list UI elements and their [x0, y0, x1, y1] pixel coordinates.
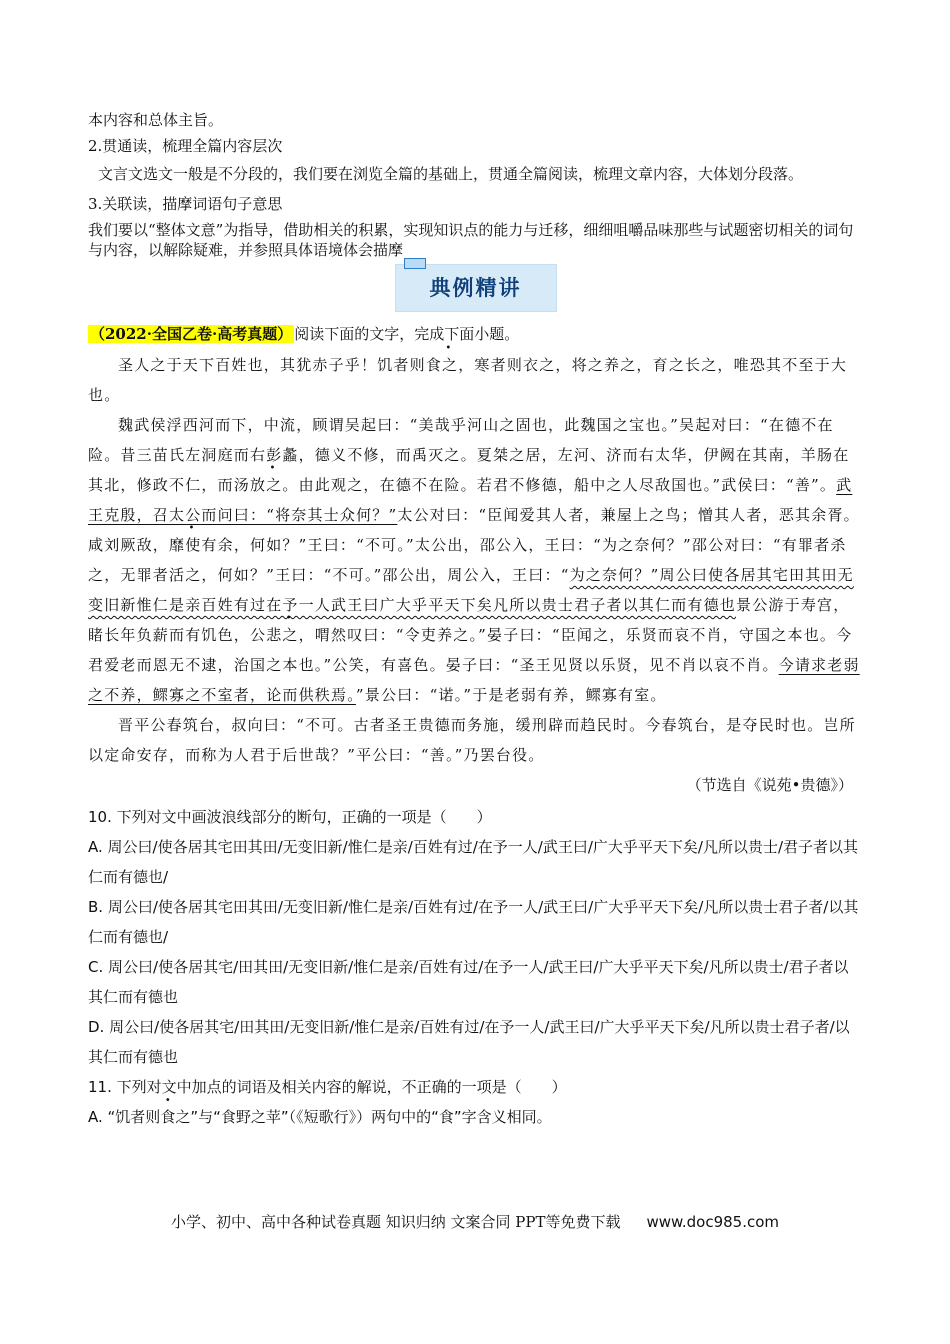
dotted-word-shi-q11: 食 — [160, 1108, 176, 1126]
underlined-sentence-1: 武王克殷，召太公而问曰：“将奈其士众何？” — [88, 476, 853, 524]
questions — [88, 802, 863, 1132]
section-banner — [88, 264, 863, 312]
wavy-underlined-passage: 为之奈何？”周公曰使各居其宅田其田无变旧新惟仁是亲百姓有过在予一人武王曰广大乎平天下矣凡所以贵士君子者以其仁而有德也 — [88, 566, 854, 614]
intro-line1: 本内容和总体主旨。 — [88, 111, 224, 129]
p2-text-f: 之，喟然叹曰：“令吏养之。”晏子曰：“臣闻之，乐贤而哀不肖，守国之本也。今君爱老而恩无不逮，治国之本也。”公笑，有喜色。晏子曰：“圣王见贤以乐贤，见不肖以哀不肖。 — [88, 626, 853, 674]
step2-title: 2.贯通读，梳理全篇内容层次 — [88, 137, 283, 155]
underlined-sentence-2: 今请求老弱之不养，鳏寡之不室者，论而供秩焉。 — [88, 656, 860, 704]
p1-text-b: 之，寒者则衣之，将之养之，育之长之，唯恐其不至于大也。 — [88, 356, 848, 404]
question-10: 10. 下列对文中画波浪线部分的断句，正确的一项是（ ） — [88, 808, 492, 826]
q11-a-text-2: 之”与“食野之苹”（《短歌行》）两句中的“食”字含义相同。 — [175, 1108, 552, 1126]
footer-url[interactable]: www.doc985.com — [646, 1213, 780, 1231]
dotted-word-bei: 悲 — [266, 626, 283, 644]
p1-text-a: 圣人之于天下百姓也，其犹赤子乎！饥者则 — [118, 356, 426, 374]
step3-title: 3.关联读，描摩词语句子意思 — [88, 195, 283, 213]
step2-body: 文言文选文一般是不分段的，我们要在浏览全篇的基础上，贯通全篇阅读，梳理文章内容，大体划分段落。 — [98, 165, 804, 183]
q11-option-a[interactable] — [88, 1102, 863, 1132]
banner-label: 典例精讲 — [429, 275, 522, 300]
document-page — [88, 110, 863, 1132]
p2-text-b: 之。由此观之，在德不在险。若君不修德，船中之人尽敌国也。”武侯曰：“善”。 — [266, 476, 837, 494]
dotted-word-fang: 放 — [250, 476, 267, 494]
banner-box — [395, 264, 557, 312]
footer-text: 小学、初中、高中各种试卷真题 知识归纳 文案合同 PPT等免费下载 — [170, 1213, 621, 1231]
passage-paragraph-2 — [88, 410, 863, 710]
exam-source-tag: （2022·全国乙卷·高考真题） — [90, 325, 293, 343]
p2-text-c: 太公对曰：“臣闻爱其人者，兼屋上之鸟；憎其人者，恶其余胥。咸刘厥敌， — [88, 506, 860, 554]
passage-credit: （节选自《说苑•贵德》） — [686, 776, 853, 794]
p2-text-a: 魏武侯浮西河而下，中流，顾谓吴起曰：“美哉乎河山之固也，此魏国之宝也。”吴起对曰：“在德不在险。昔三苗氏左洞庭而右彭蠡，德义不修，而禹灭之。夏桀之居，左河、济而右太华，伊阙在其南，羊肠在其北，修政不仁，而汤 — [88, 416, 850, 494]
passage-paragraph-3: 晋平公春筑台，叔向曰：“不可。古者圣王贵德而务施，缓刑辟而趋民时。今春筑台，是夺民时也。岂所以定命安存，而称为人君于后世哉？”平公曰：“善。”乃罢台役。 — [88, 716, 856, 764]
banner-tab-icon — [404, 258, 426, 269]
p2-text-e: 景公游于寿宫，睹长年负薪而有饥色，公 — [88, 596, 850, 644]
passage — [88, 350, 863, 770]
question-11: 11. 下列对文中加点的词语及相关内容的解说，不正确的一项是（ ） — [88, 1078, 567, 1096]
step3-body: 我们要以“整体文意”为指导，借助相关的积累，实现知识点的能力与迁移，细细咀嚼品味那些与试题密切相关的词句与内容，以解除疑难，并参照具体语境体会描摩 — [88, 221, 854, 259]
q11-a-text-1: A. “饥者则 — [88, 1108, 161, 1126]
exam-instruction: 阅读下面的文字，完成下面小题。 — [294, 325, 520, 343]
q10-option-b[interactable]: B. 周公曰/使各居其宅田其田/无变旧新/惟仁是亲/百姓有过/在予一人/武王曰/广大乎平天下矣/凡所以贵士君子者/以其仁而有德也/ — [88, 898, 859, 946]
exam-heading — [88, 322, 863, 346]
q10-option-a[interactable]: A. 周公曰/使各居其宅田其田/无变旧新/惟仁是亲/百姓有过/在予一人/武王曰/广大乎平天下矣/凡所以贵士/君子者以其仁而有德也/ — [88, 838, 859, 886]
p2-text-g: ”景公曰：“诺。”于是老弱有养，鳏寡有室。 — [355, 686, 667, 704]
page-footer — [0, 1212, 950, 1232]
q10-option-c[interactable]: C. 周公曰/使各居其宅/田其田/无变旧新/惟仁是亲/百姓有过/在予一人/武王曰/广大乎平天下矣/凡所以贵士/君子者以其仁而有德也 — [88, 958, 849, 1006]
p2-text-d: 使有余，何如？”王曰：“不可。”太公出，邵公入，王曰：“为之奈何？”邵公对曰：“有罪者杀之，无罪者活之，何如？”王曰：“不可。”邵公出，周公入，王曰：“ — [88, 536, 847, 584]
passage-paragraph-1 — [88, 350, 863, 410]
q10-option-d[interactable]: D. 周公曰/使各居其宅/田其田/无变旧新/惟仁是亲/百姓有过/在予一人/武王曰/广大乎平天下矣/凡所以贵士君子者/以其仁而有德也 — [88, 1018, 850, 1066]
dotted-word-shi: 食 — [425, 356, 443, 374]
dotted-word-mi: 靡 — [169, 536, 186, 554]
